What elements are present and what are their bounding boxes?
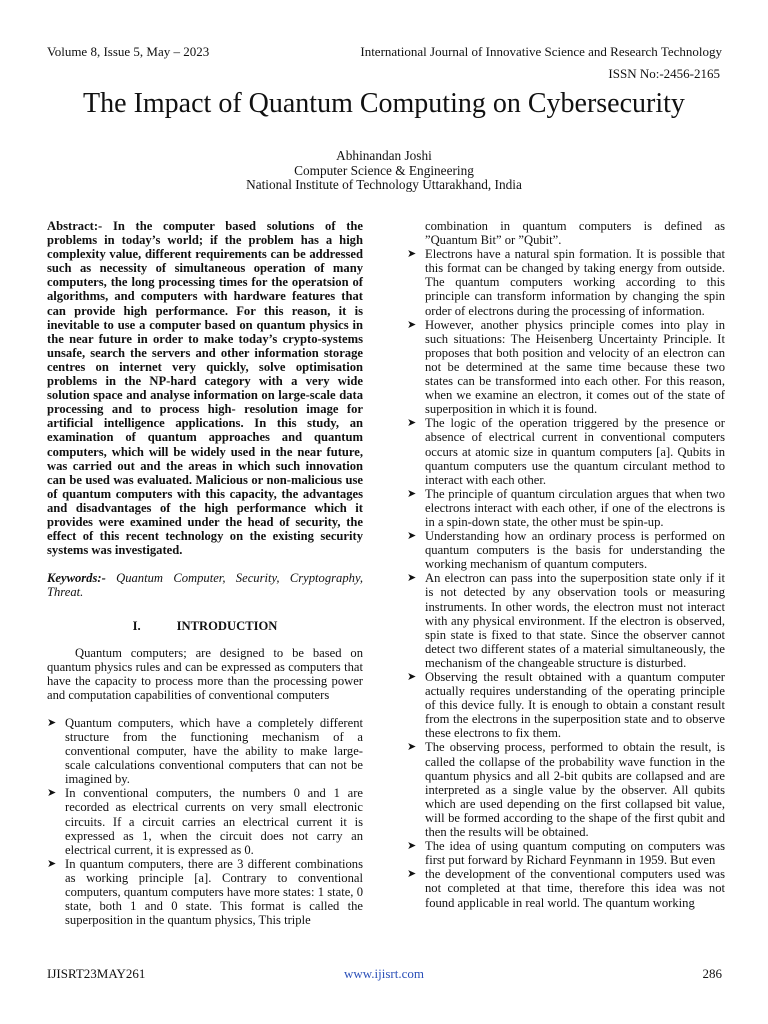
author-department: Computer Science & Engineering bbox=[294, 162, 474, 178]
arrow-bullet-icon: ➤ bbox=[407, 318, 417, 331]
list-item: ➤ An electron can pass into the superposition state only if it is not detected by any observation tools or measuring instruments. In other words, the electron must not interact with any physical environment. If the electron is observed, spin state is fixed to that state. Since the observer cannot detect two different states of a material simultaneously, the mechanism of the changeable structure is disturbed. bbox=[407, 571, 725, 670]
list-item: ➤ Observing the result obtained with a quantum computer actually requires understanding of the operating principle of this device fully. It is enough to obtain a constant result from the electrons in the superposition state and to observe these electrons to fix them. bbox=[407, 670, 725, 741]
list-item: ➤ The observing process, performed to obtain the result, is called the collapse of the probability wave function in the quantum physics and all 2-bit qubits are collapsed and are interpreted as a single value by the observer. All qubits which are used depending on the first collapsed bit value, will be formed according to the shape of the first qubit and then the results will be obtained. bbox=[407, 740, 725, 840]
keywords-label: Keywords:- bbox=[47, 571, 106, 586]
list-item: ➤ In quantum computers, there are 3 different combinations as working principle [a]. Contrary to conventional computers, quantum computers have more states: 1 state, 0 state, both 1 and 0 state. This format is called the superposition in the quantum physics, This triple bbox=[47, 856, 363, 928]
arrow-bullet-icon: ➤ bbox=[47, 716, 57, 729]
arrow-bullet-icon: ➤ bbox=[407, 248, 417, 261]
section-heading bbox=[47, 619, 363, 633]
section-title: INTRODUCTION bbox=[176, 619, 278, 634]
abstract: Abstract:- In the computer based solutions of the problems in today’s world; if the problem has a high complexity value, different requirements can be addressed such as necessity of simultaneous operation of many computers, the long processing times for the operatsion of algorithms, and computers with hardware features that can provide high performance. For this reason, it is inevitable to use a computer based on quantum physics in the near future in order to make today’s crypto-systems unsafe, search the servers and other information storage centres on internet very quickly, solve optimisation problems in the NP-hard category with a very wide solution space and analyse information on large-scale data processing and to process high- resolution image for artificial intelligence applications. In this study, an examination of quantum approaches and quantum computers, which will be widely used in the near future, was carried out and the areas in which such innovation can be used was evaluated. Malicious or non-malicious use of quantum computers with this capacity, the advantages and disadvantages of the high performance which it provides were examined under the head of security, the effect of this recent technology on the existing security systems was investigated. bbox=[47, 219, 363, 558]
intro-paragraph: Quantum computers; are designed to be based on quantum physics rules and can be expressed as computers that have the capacity to process more than the processing power and computation capabilities of conventional computers bbox=[47, 645, 363, 702]
list-item: ➤ Understanding how an ordinary process is performed on quantum computers is the basis for understanding the working mechanism of quantum computers. bbox=[407, 529, 725, 572]
author-name: Abhinandan Joshi bbox=[336, 148, 432, 163]
right-column bbox=[407, 219, 725, 910]
list-item: ➤ the development of the conventional computers used was not completed at that time, therefore this idea was not found applicable in real world. The quantum working bbox=[407, 867, 725, 910]
arrow-bullet-icon: ➤ bbox=[407, 487, 417, 500]
keywords bbox=[47, 571, 363, 599]
arrow-bullet-icon: ➤ bbox=[47, 857, 57, 870]
list-item: ➤ In conventional computers, the numbers 0 and 1 are recorded as electrical currents on very small electronic circuits. If a circuit carries an electrical current it is expressed as 1, when the circuit does not carry an electrical current, it is expressed as 0. bbox=[47, 786, 363, 857]
list-item: ➤ Quantum computers, which have a completely different structure from the functioning mechanism of a conventional computer, have the ability to make large-scale calculations conventional computers that can not be imagined by. bbox=[47, 715, 363, 787]
list-item: ➤ However, another physics principle comes into play in such situations: The Heisenberg Uncertainty Principle. It proposes that both position and velocity of an electron can not be determined at the same time because these two states can be transformed into each other. For this reason, when we examine an electron, it comes out of the state of superposition in which it is found. bbox=[407, 317, 725, 417]
keywords-text: Quantum Computer, Security, Cryptography, Threat. bbox=[47, 571, 363, 600]
issn: ISSN No:-2456-2165 bbox=[608, 66, 720, 81]
arrow-bullet-icon: ➤ bbox=[407, 572, 417, 585]
list-item: ➤ The logic of the operation triggered by the presence or absence of electrical current in conventional computers occurs at atomic size in quantum computers [a]. Qubits in quantum computers use the quantum circulant method to interact with each other. bbox=[407, 416, 725, 487]
page-number: 286 bbox=[702, 966, 722, 981]
continued-text: combination in quantum computers is defined as ”Quantum Bit” or ”Qubit”. bbox=[425, 219, 725, 248]
arrow-bullet-icon: ➤ bbox=[407, 840, 417, 853]
paper-title: The Impact of Quantum Computing on Cybersecurity bbox=[83, 88, 685, 119]
arrow-bullet-icon: ➤ bbox=[407, 741, 417, 754]
section-number: I. bbox=[132, 619, 141, 634]
arrow-bullet-icon: ➤ bbox=[407, 671, 417, 683]
author-institution: National Institute of Technology Uttarakhand, India bbox=[246, 177, 522, 192]
right-bullet-list bbox=[407, 247, 725, 909]
arrow-bullet-icon: ➤ bbox=[407, 868, 417, 881]
author-block bbox=[0, 149, 768, 193]
list-item: ➤ The idea of using quantum computing on computers was first put forward by Richard Feynmann in 1959. But even bbox=[407, 839, 725, 868]
arrow-bullet-icon: ➤ bbox=[47, 787, 57, 800]
journal-name: International Journal of Innovative Science and Research Technology bbox=[360, 44, 722, 59]
journal-volume: Volume 8, Issue 5, May – 2023 bbox=[47, 44, 210, 59]
list-item: ➤ The principle of quantum circulation argues that when two electrons interact with each other, if one of the electrons is in a spin-down state, the other must be spin-up. bbox=[407, 486, 725, 529]
arrow-bullet-icon: ➤ bbox=[407, 530, 417, 543]
left-bullet-list bbox=[47, 716, 363, 927]
paper-id: IJISRT23MAY261 bbox=[47, 966, 146, 981]
arrow-bullet-icon: ➤ bbox=[407, 417, 417, 430]
list-item: ➤ Electrons have a natural spin formation. It is possible that this format can be changed by taking energy from outside. The quantum computers working according to this principle can transform information by changing the spin order of electrons during the processing of information. bbox=[407, 247, 725, 318]
journal-website-link[interactable]: www.ijisrt.com bbox=[343, 966, 425, 981]
left-column bbox=[47, 219, 363, 927]
